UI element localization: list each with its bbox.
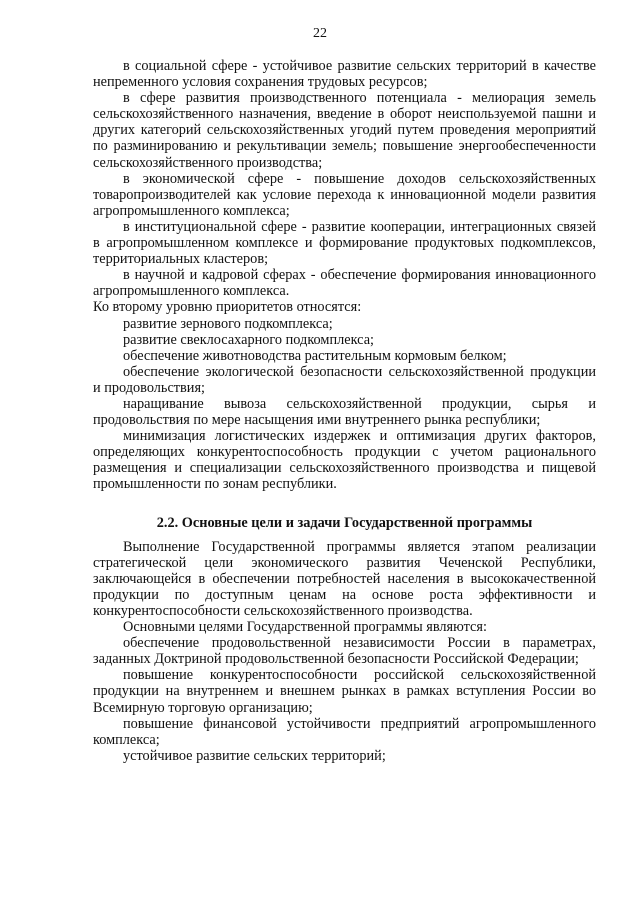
paragraph-production: в сфере развития производственного потенциала - мелиорация земель сельскохозяйственного назначения, введение в оборот неиспользуемой пашни и других категорий сельскохозяйственных угодий путем проведения мероприятий по разминированию и рекультивации земель; повышение энергообеспеченности сельскохозяйственного производства; bbox=[93, 90, 596, 171]
document-body bbox=[93, 58, 596, 764]
section-paragraph: Выполнение Государственной программы является этапом реализации стратегической цели экономического развития Чеченской Республики, заключающейся в обеспечении потребностей населения в высококачественной продукции по доступным ценам на основе роста эффективности и конкурентоспособности сельскохозяйственного производства. bbox=[93, 538, 596, 619]
goal-item: устойчивое развитие сельских территорий; bbox=[123, 747, 386, 764]
page-number: 22 bbox=[313, 26, 327, 41]
goals-intro: Основными целями Государственной программы являются: bbox=[123, 619, 487, 636]
second-level-intro: Ко второму уровню приоритетов относятся: bbox=[93, 299, 362, 316]
list-item: минимизация логистических издержек и оптимизация других факторов, определяющих конкурентоспособность продукции с учетом рационального размещения и специализации сельскохозяйственного производства и пищевой промышленности по зонам республики. bbox=[93, 428, 596, 493]
paragraph-institutional: в институциональной сфере - развитие кооперации, интеграционных связей в агропромышленном комплексе и формирование продуктовых подкомплексов, территориальных кластеров; bbox=[93, 218, 596, 268]
paragraph-scientific: в научной и кадровой сферах - обеспечение формирования инновационного агропромышленного комплекса. bbox=[93, 267, 596, 300]
list-item: обеспечение животноводства растительным кормовым белком; bbox=[123, 347, 507, 364]
section-heading: 2.2. Основные цели и задачи Государственной программы bbox=[156, 514, 533, 531]
goal-item: обеспечение продовольственной независимости России в параметрах, заданных Доктриной продовольственной безопасности Российской Федерации; bbox=[93, 635, 596, 668]
list-item: наращивание вывоза сельскохозяйственной продукции, сырья и продовольствия по мере насыщения ими внутреннего рынка республики; bbox=[93, 395, 596, 429]
list-item: развитие зернового подкомплекса; bbox=[123, 315, 333, 332]
goal-item: повышение финансовой устойчивости предприятий агропромышленного комплекса; bbox=[93, 715, 596, 748]
list-item: обеспечение экологической безопасности сельскохозяйственной продукции и продовольствия; bbox=[93, 363, 596, 396]
paragraph-economic: в экономической сфере - повышение доходов сельскохозяйственных товаропроизводителей как условие перехода к инновационной модели развития агропромышленного комплекса; bbox=[93, 170, 596, 219]
goal-item: повышение конкурентоспособности российской сельскохозяйственной продукции на внутреннем и внешнем рынках в рамках вступления России во Всемирную торговую организацию; bbox=[93, 667, 596, 716]
list-item: развитие свеклосахарного подкомплекса; bbox=[123, 331, 375, 348]
paragraph-social: в социальной сфере - устойчивое развитие сельских территорий в качестве непременного условия сохранения трудовых ресурсов; bbox=[93, 58, 596, 91]
